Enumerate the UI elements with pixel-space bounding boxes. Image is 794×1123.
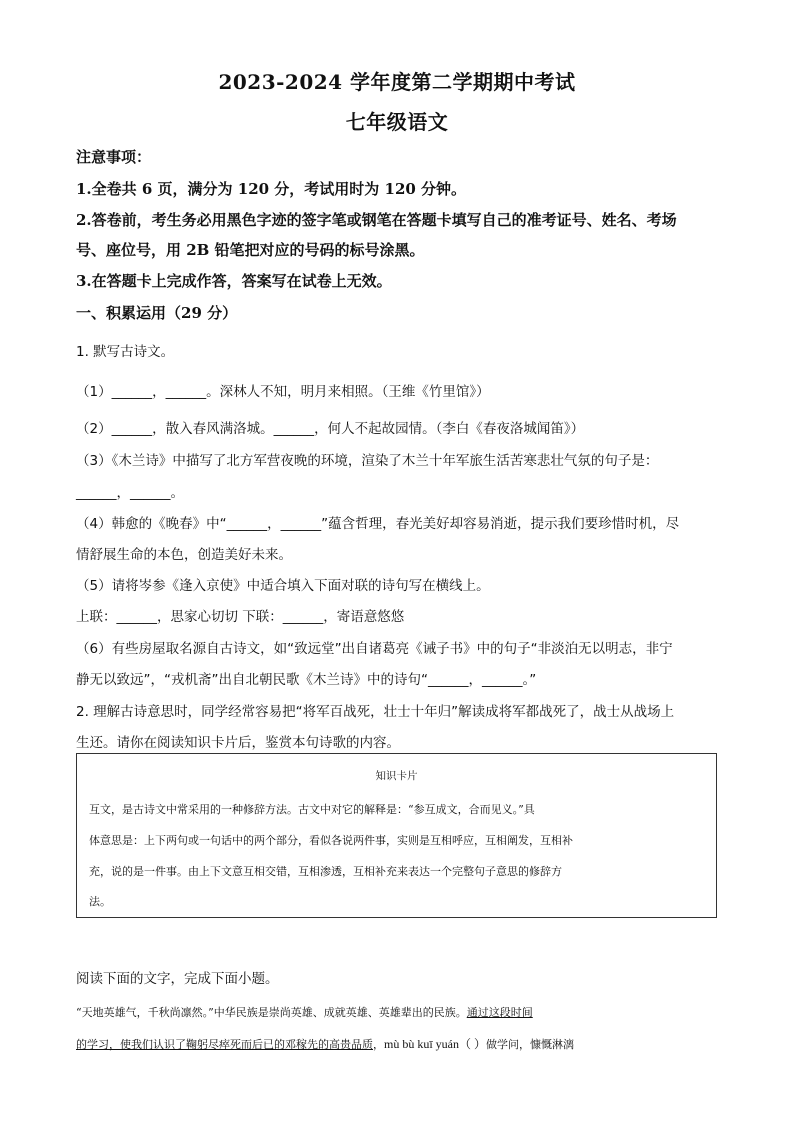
question-1-3-line-2: ______，______。 [76, 485, 184, 501]
reading-text: ， [373, 1038, 384, 1051]
notice-heading: 注意事项： [76, 148, 152, 166]
question-1-1: （1）______，______。深林人不知，明月来相照。（王维《竹里馆》） [76, 384, 490, 400]
question-2-line-1: 2. 理解古诗意思时，同学经常容易把“将军百战死，壮士十年归”解读成将军都战死了，战士从战场上 [76, 704, 675, 720]
question-1-5-couplet: 上联：______，思家心切切 下联：______，寄语意悠悠 [76, 609, 405, 625]
reading-paragraph-line-2 [76, 1035, 726, 1052]
question-1-stem: 1. 默写古诗文。 [76, 344, 175, 360]
knowledge-card-line-1: 互文，是古诗文中常采用的一种修辞方法。古文中对它的解释是：“参互成文，合而见义。”具 [89, 803, 535, 816]
question-2-line-2: 生还。请你在阅读知识卡片后，鉴赏本句诗歌的内容。 [76, 735, 400, 751]
knowledge-card-title: 知识卡片 [375, 770, 418, 782]
question-1-2: （2）______，散入春风满洛城。______，何人不起故园情。（李白《春夜洛城闻笛》） [76, 421, 585, 437]
exam-subtitle: 七年级语文 [345, 110, 449, 134]
question-1-3-line-1: （3）《木兰诗》中描写了北方军营夜晚的环境，渲染了木兰十年军旅生活苦寒悲壮气氛的句子是： [76, 453, 659, 469]
notice-item-2-line-1: 2.答卷前，考生务必用黑色字迹的签字笔或钢笔在答题卡填写自己的准考证号、姓名、考场 [76, 211, 677, 229]
pinyin-blank: mù bù kuī yuán（ ） [384, 1037, 486, 1051]
notice-item-3: 3.在答题卡上完成作答，答案写在试卷上无效。 [76, 272, 392, 290]
question-1-4-line-2: 情舒展生命的本色，创造美好未来。 [76, 547, 292, 563]
exam-title: 2023-2024 学年度第二学期期中考试 [218, 70, 576, 94]
underlined-sentence: 的学习，使我们认识了鞠躬尽瘁死而后已的邓稼先的高贵品质 [76, 1038, 373, 1051]
reading-instruction: 阅读下面的文字，完成下面小题。 [76, 971, 279, 987]
section-1-heading: 一、积累运用（29 分） [76, 304, 238, 322]
knowledge-card-line-3: 充，说的是一件事。由上下文意互相交错，互相渗透，互相补充来表达一个完整句子意思的修辞方 [89, 865, 562, 878]
question-1-6-line-1: （6）有些房屋取名源自古诗文，如“致远堂”出自诸葛亮《诫子书》中的句子“非淡泊无以明志，非宁 [76, 641, 673, 657]
knowledge-card-line-2: 体意思是：上下两句或一句话中的两个部分，看似各说两件事，实则是互相呼应，互相阐发，互相补 [89, 834, 573, 847]
reading-text: “天地英雄气，千秋尚凛然。”中华民族是崇尚英雄、成就英雄、英雄辈出的民族。 [76, 1006, 467, 1019]
reading-text: 做学问，慷慨淋漓 [486, 1038, 574, 1051]
underlined-sentence: 通过这段时间 [466, 1006, 533, 1019]
question-1-6-line-2: 静无以致远”，“戎机斋”出自北朝民歌《木兰诗》中的诗句“______，______。” [76, 672, 537, 688]
knowledge-card-line-4: 法。 [89, 895, 111, 908]
notice-item-1: 1.全卷共 6 页，满分为 120 分，考试用时为 120 分钟。 [76, 180, 467, 198]
knowledge-card [76, 753, 717, 918]
notice-item-2-line-2: 号、座位号，用 2B 铅笔把对应的号码的标号涂黑。 [76, 241, 425, 259]
reading-paragraph-line-1 [76, 1004, 726, 1020]
question-1-5: （5）请将岑参《逢入京使》中适合填入下面对联的诗句写在横线上。 [76, 578, 490, 594]
question-1-4-line-1: （4）韩愈的《晚春》中“______，______”蕴含哲理，春光美好却容易消逝，提示我们要珍惜时机，尽 [76, 516, 680, 532]
